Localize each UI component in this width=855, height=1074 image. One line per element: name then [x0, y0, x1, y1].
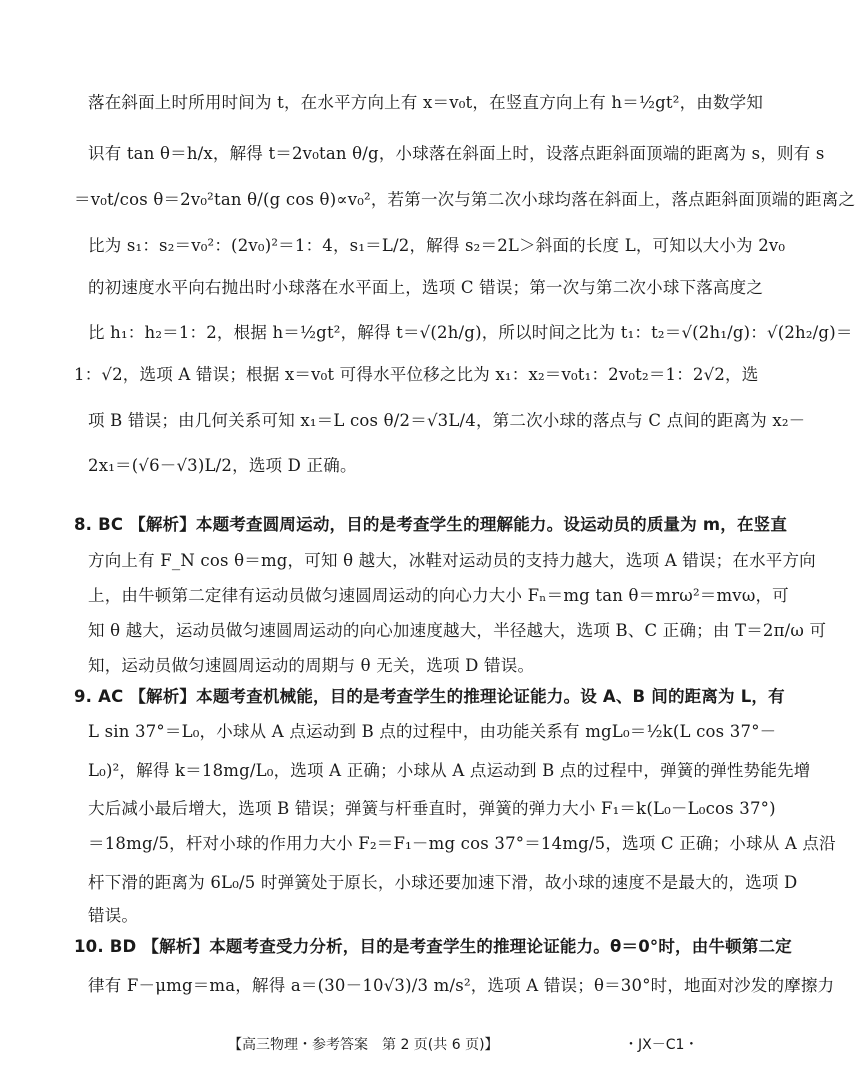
text-line: ＝18mg/5，杆对小球的作用力大小 F₂＝F₁－mg cos 37°＝14mg/5，选项 C 正确；小球从 A 点沿 [88, 834, 836, 853]
text-line: 大后减小最后增大，选项 B 错误；弹簧与杆垂直时，弹簧的弹力大小 F₁＝k(L₀－L₀cos 37°) [88, 799, 776, 818]
text-line: 律有 F－μmg＝ma，解得 a＝(30－10√3)/3 m/s²，选项 A 错误；θ＝30°时，地面对沙发的摩擦力 [88, 976, 835, 995]
text-line: 知 θ 越大，运动员做匀速圆周运动的向心加速度越大，半径越大，选项 B、C 正确；由 T＝2π/ω 可 [88, 621, 827, 640]
text-line: 上，由牛顿第二定律有运动员做匀速圆周运动的向心力大小 Fₙ＝mg tan θ＝mrω²＝mvω，可 [88, 586, 789, 605]
text-line: ＝v₀t/cos θ＝2v₀²tan θ/(g cos θ)∝v₀²，若第一次与第二次小球均落在斜面上，落点距斜面顶端的距离之 [74, 190, 855, 209]
text-line: 落在斜面上时所用时间为 t，在水平方向上有 x＝v₀t，在竖直方向上有 h＝½gt²，由数学知 [88, 93, 764, 112]
text-line: 知，运动员做匀速圆周运动的周期与 θ 无关，选项 D 错误。 [88, 656, 535, 675]
text-line: 错误。 [88, 906, 139, 925]
text-line: 识有 tan θ＝h/x，解得 t＝2v₀tan θ/g，小球落在斜面上时，设落点距斜面顶端的距离为 s，则有 s [88, 144, 825, 163]
answer-8-heading: 8. BC 【解析】本题考查圆周运动，目的是考查学生的理解能力。设运动员的质量为 m，在竖直 [74, 515, 788, 534]
text-line: L sin 37°＝L₀，小球从 A 点运动到 B 点的过程中，由功能关系有 mgL₀＝½k(L cos 37°－ [88, 722, 777, 741]
text-line: 项 B 错误；由几何关系可知 x₁＝L cos θ/2＝√3L/4，第二次小球的落点与 C 点间的距离为 x₂－ [88, 411, 806, 430]
text-line: 方向上有 F_N cos θ＝mg，可知 θ 越大，冰鞋对运动员的支持力越大，选项 A 错误；在水平方向 [88, 551, 816, 570]
text-line: 的初速度水平向右抛出时小球落在水平面上，选项 C 错误；第一次与第二次小球下落高度之 [88, 278, 764, 297]
text-line: 比为 s₁：s₂＝v₀²：(2v₀)²＝1：4，s₁＝L/2，解得 s₂＝2L＞斜面的长度 L，可知以大小为 2v₀ [88, 236, 786, 255]
answer-9-heading: 9. AC 【解析】本题考查机械能，目的是考查学生的推理论证能力。设 A、B 间的距离为 L，有 [74, 687, 785, 706]
text-line: 比 h₁：h₂＝1：2，根据 h＝½gt²，解得 t＝√(2h/g)，所以时间之比为 t₁：t₂＝√(2h₁/g)：√(2h₂/g)＝ [88, 323, 853, 342]
text-line: L₀)²，解得 k＝18mg/L₀，选项 A 正确；小球从 A 点运动到 B 点的过程中，弹簧的弹性势能先增 [88, 761, 811, 780]
text-line: 1：√2，选项 A 错误；根据 x＝v₀t 可得水平位移之比为 x₁：x₂＝v₀t₁：2v₀t₂＝1：2√2，选 [74, 365, 759, 384]
answer-10-heading: 10. BD 【解析】本题考查受力分析，目的是考查学生的推理论证能力。θ＝0°时，由牛顿第二定 [74, 937, 792, 956]
text-line: 杆下滑的距离为 6L₀/5 时弹簧处于原长，小球还要加速下滑，故小球的速度不是最大的，选项 D [88, 873, 798, 892]
footer-code: ・JX－C1・ [624, 1037, 699, 1053]
text-line: 2x₁＝(√6－√3)L/2，选项 D 正确。 [88, 456, 357, 475]
footer-page-info: 【高三物理・参考答案 第 2 页(共 6 页)】 [228, 1037, 499, 1053]
